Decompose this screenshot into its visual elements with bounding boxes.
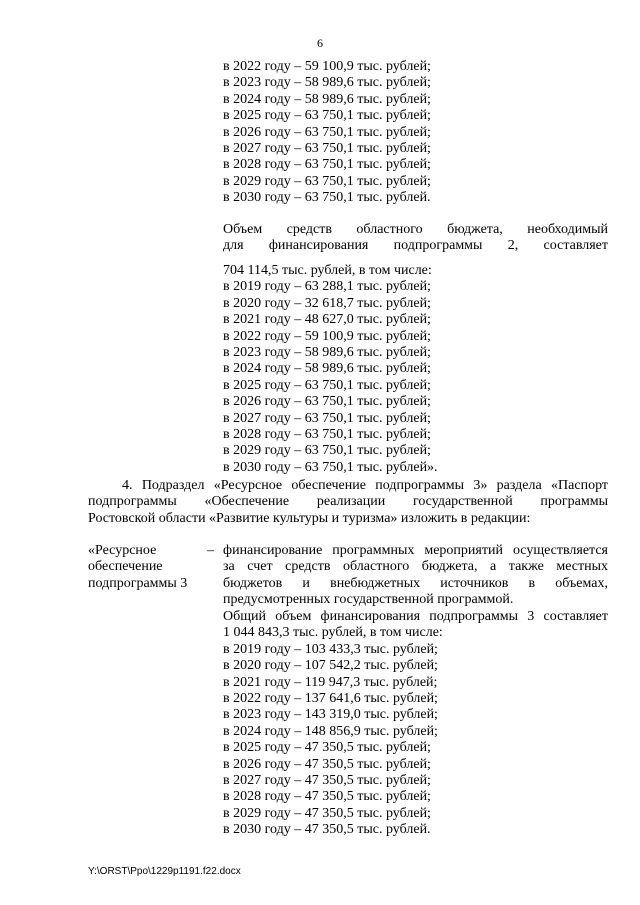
list-item: в 2028 году – 63 750,1 тыс. рублей; bbox=[223, 426, 431, 442]
list-item: в 2030 году – 63 750,1 тыс. рублей. bbox=[223, 190, 431, 206]
list-item: в 2026 году – 47 350,5 тыс. рублей; bbox=[223, 756, 431, 772]
list-item: в 2027 году – 47 350,5 тыс. рублей; bbox=[223, 772, 431, 788]
list-item: в 2025 году – 63 750,1 тыс. рублей; bbox=[223, 108, 431, 124]
text-line: бюджетов и внебюджетных источников в объемах, bbox=[223, 575, 608, 591]
list-item: в 2029 году – 63 750,1 тыс. рублей; bbox=[223, 443, 431, 459]
list-item: в 2030 году – 63 750,1 тыс. рублей». bbox=[223, 459, 438, 475]
list-item: в 2020 году – 32 618,7 тыс. рублей; bbox=[223, 295, 431, 311]
text-line: предусмотренных государственной программой. bbox=[223, 592, 514, 608]
list-item: Общий объем финансирования подпрограммы 3 составляет bbox=[223, 609, 608, 624]
subprogram-3-funding-list bbox=[223, 609, 608, 838]
list-item: в 2026 году – 63 750,1 тыс. рублей; bbox=[223, 394, 431, 410]
dash-separator: – bbox=[207, 543, 214, 558]
text-line: Объем средств областного бюджета, необходимый bbox=[223, 222, 608, 237]
text-line: для финансирования подпрограммы 2, составляет bbox=[223, 238, 608, 254]
resource-provision-label bbox=[88, 543, 208, 592]
label-line: «Ресурсное bbox=[88, 543, 157, 558]
list-item: 704 114,5 тыс. рублей, в том числе: bbox=[223, 263, 432, 278]
list-item: в 2022 году – 59 100,9 тыс. рублей; bbox=[223, 59, 431, 74]
text-line: 4. Подраздел «Ресурсное обеспечение подпрограммы 3» раздела «Паспорт bbox=[122, 478, 608, 493]
list-item: в 2027 году – 63 750,1 тыс. рублей; bbox=[223, 140, 431, 156]
list-item: в 2025 году – 47 350,5 тыс. рублей; bbox=[223, 740, 431, 756]
list-item: в 2028 году – 63 750,1 тыс. рублей; bbox=[223, 157, 431, 173]
list-item: в 2025 году – 63 750,1 тыс. рублей; bbox=[223, 377, 431, 393]
regional-budget-by-year-list bbox=[223, 263, 608, 476]
text-line: Ростовской области «Развитие культуры и туризма» изложить в редакции: bbox=[88, 510, 531, 526]
list-item: в 2028 году – 47 350,5 тыс. рублей; bbox=[223, 789, 431, 805]
page-number: 6 bbox=[317, 36, 323, 50]
section-4-paragraph bbox=[88, 478, 608, 527]
list-item: в 2023 году – 143 319,0 тыс. рублей; bbox=[223, 707, 438, 723]
financing-description bbox=[223, 543, 608, 609]
text-line: финансирование программных мероприятий осуществляется bbox=[223, 543, 608, 558]
list-item: в 2020 году – 107 542,2 тыс. рублей; bbox=[223, 658, 438, 674]
list-item: в 2030 году – 47 350,5 тыс. рублей. bbox=[223, 822, 431, 838]
text-line: за счет средств областного бюджета, а также местных bbox=[223, 559, 608, 575]
list-item: в 2024 году – 58 989,6 тыс. рублей; bbox=[223, 361, 431, 377]
list-item: в 2022 году – 137 641,6 тыс. рублей; bbox=[223, 690, 438, 706]
list-item: в 2021 году – 119 947,3 тыс. рублей; bbox=[223, 674, 438, 690]
list-item: в 2021 году – 48 627,0 тыс. рублей; bbox=[223, 312, 431, 328]
list-item: в 2027 году – 63 750,1 тыс. рублей; bbox=[223, 410, 431, 426]
list-item: в 2026 году – 63 750,1 тыс. рублей; bbox=[223, 124, 431, 140]
label-line: обеспечение bbox=[88, 559, 163, 575]
list-item: в 2022 году – 59 100,9 тыс. рублей; bbox=[223, 328, 431, 344]
list-item: в 2023 году – 58 989,6 тыс. рублей; bbox=[223, 344, 431, 360]
list-item: 1 044 843,3 тыс. рублей, в том числе: bbox=[223, 625, 443, 641]
file-path-footer: Y:\ORST\Ppo\1229p1191.f22.docx bbox=[88, 866, 241, 877]
list-item: в 2024 году – 148 856,9 тыс. рублей; bbox=[223, 723, 438, 739]
list-item: в 2024 году – 58 989,6 тыс. рублей; bbox=[223, 91, 431, 107]
list-item: в 2019 году – 103 433,3 тыс. рублей; bbox=[223, 641, 438, 657]
label-line: подпрограммы 3 bbox=[88, 575, 188, 591]
list-item: в 2029 году – 63 750,1 тыс. рублей; bbox=[223, 173, 431, 189]
list-item: в 2023 году – 58 989,6 тыс. рублей; bbox=[223, 75, 431, 91]
funding-list-subprogram-2-tail bbox=[223, 59, 608, 207]
list-item: в 2029 году – 47 350,5 тыс. рублей; bbox=[223, 805, 431, 821]
regional-budget-intro bbox=[223, 222, 608, 255]
text-line: подпрограммы «Обеспечение реализации государственной программы bbox=[88, 494, 608, 510]
list-item: в 2019 году – 63 288,1 тыс. рублей; bbox=[223, 279, 431, 295]
